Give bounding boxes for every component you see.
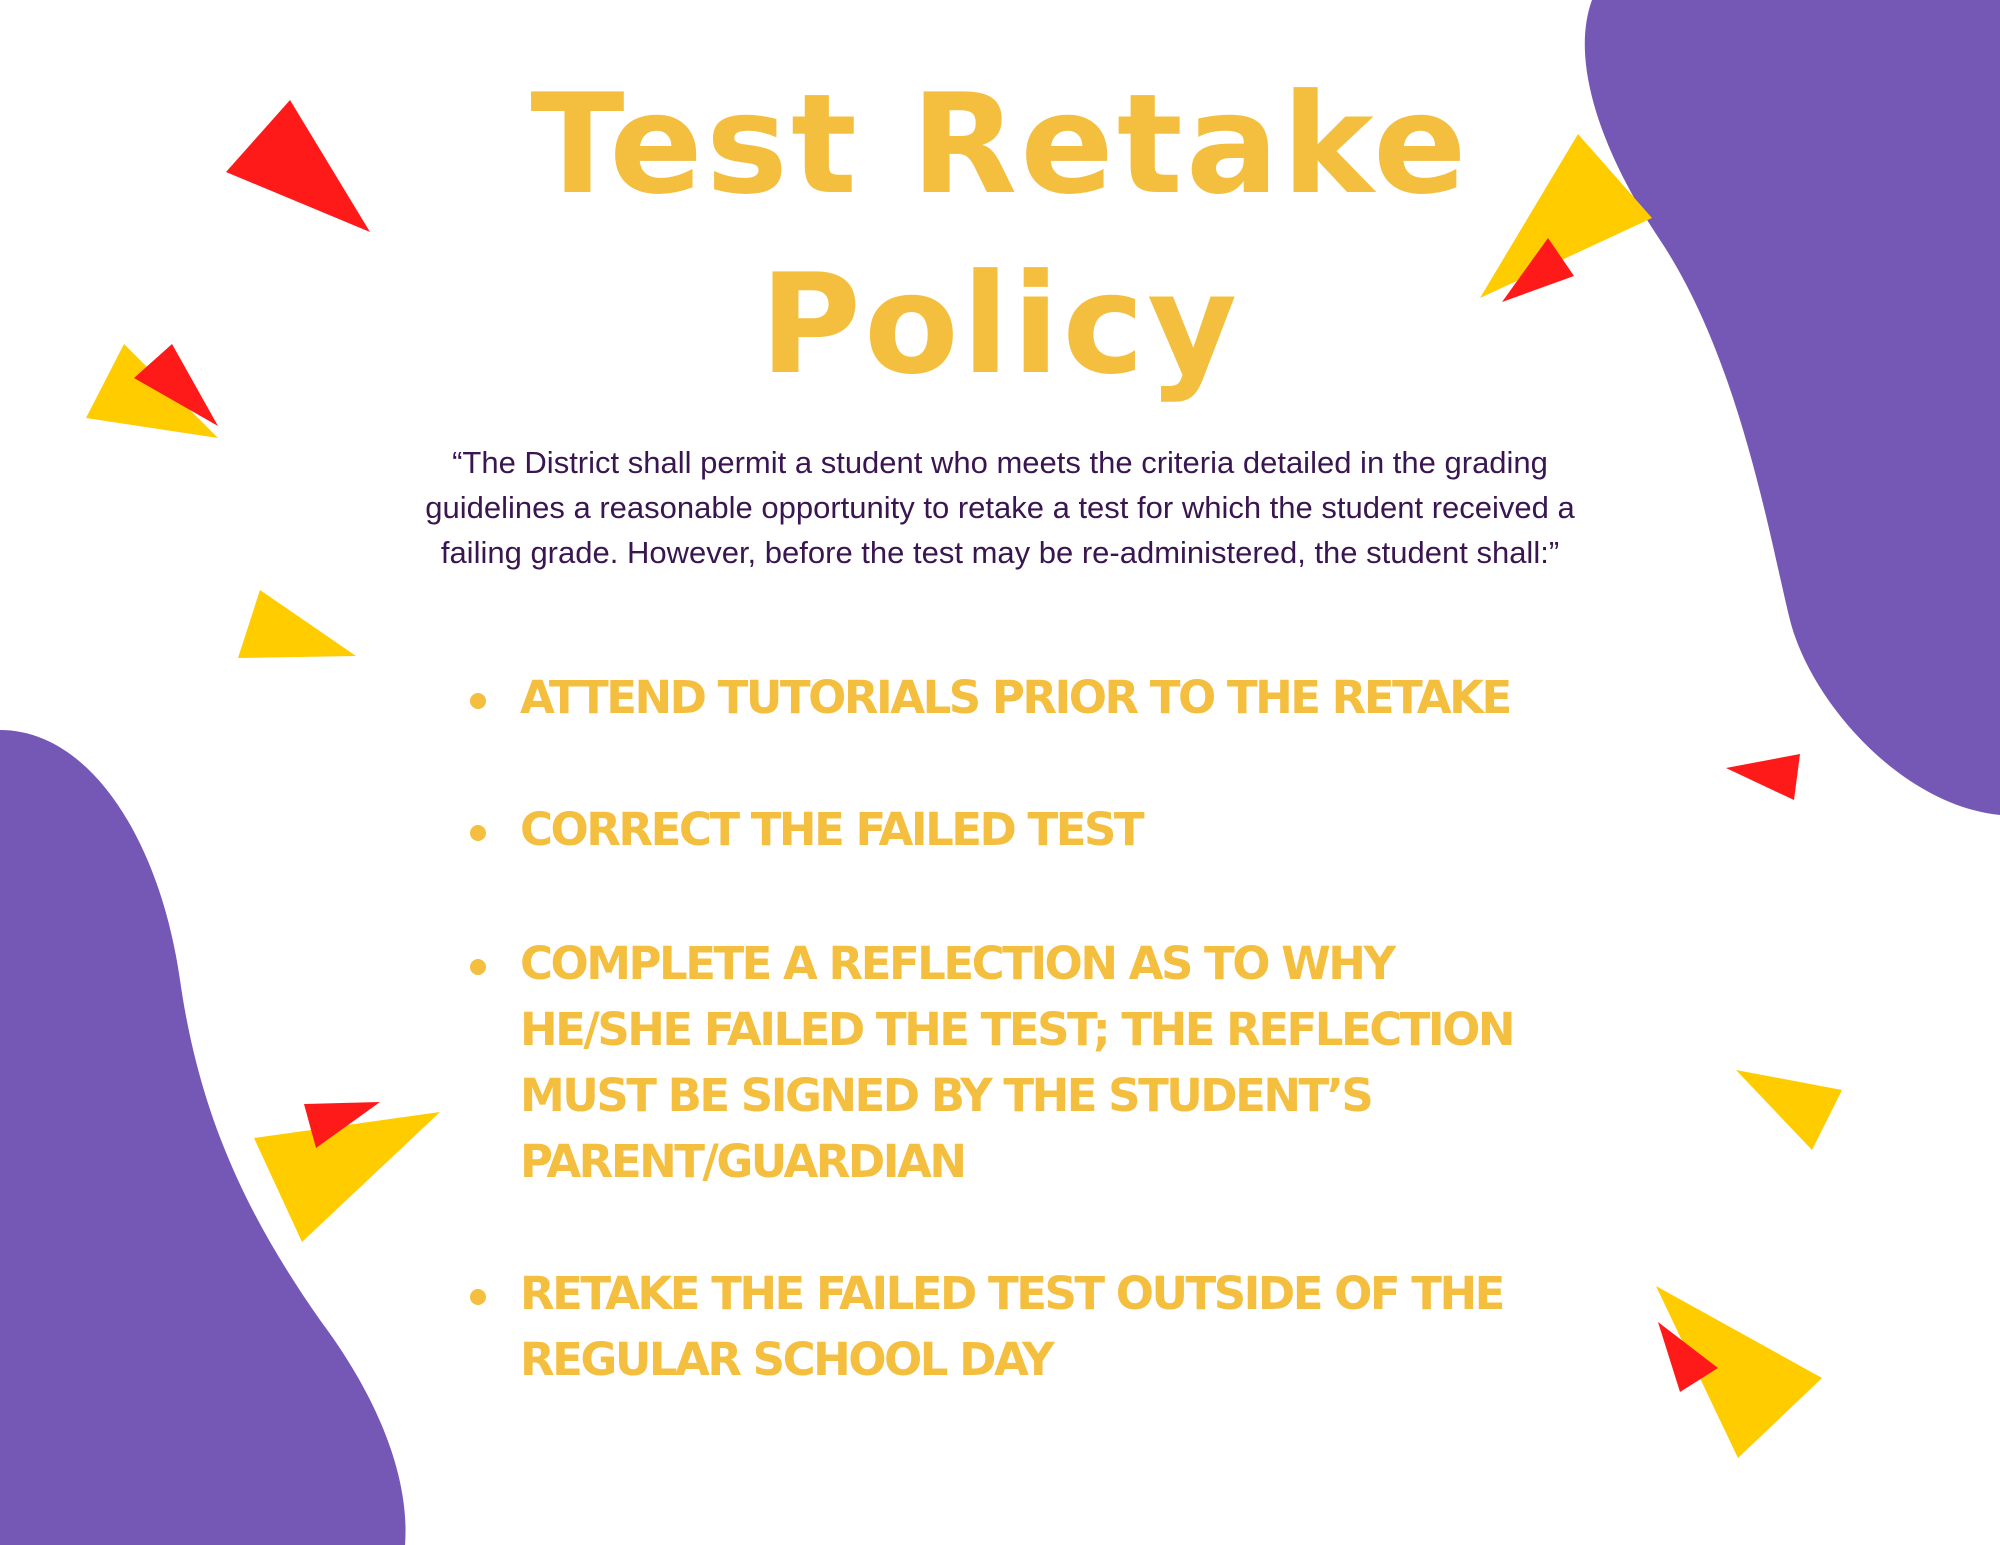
title-line-2: Policy	[759, 244, 1241, 405]
purple-blob-top-right	[1585, 0, 2000, 815]
requirement-text: CORRECT THE FAILED TEST	[520, 803, 1143, 856]
bullet-icon	[470, 825, 486, 841]
red-triangle-right-middle	[1726, 754, 1800, 800]
requirement-text: ATTEND TUTORIALS PRIOR TO THE RETAKE	[520, 671, 1510, 724]
list-item	[470, 1261, 1630, 1393]
bullet-icon	[470, 959, 486, 975]
requirements-list	[470, 665, 1630, 1393]
yellow-triangle-bottom-left	[254, 1112, 440, 1242]
policy-quote	[360, 440, 1640, 575]
bullet-icon	[470, 693, 486, 709]
list-item	[470, 931, 1630, 1195]
requirement-text: RETAKE THE FAILED TEST OUTSIDE OF THE REGULAR SCHOOL DAY	[520, 1267, 1503, 1386]
quote-line-1: “The District shall permit a student who meets the criteria detailed in the grading	[452, 445, 1548, 480]
title-line-1: Test Retake	[530, 64, 1470, 225]
yellow-triangle-right-lower	[1736, 1070, 1842, 1150]
bullet-icon	[470, 1289, 486, 1305]
page-title	[380, 55, 1620, 415]
requirement-text: COMPLETE A REFLECTION AS TO WHY HE/SHE FAILED THE TEST; THE REFLECTION MUST BE SIGNED BY THE STUDENT’S PARENT/GUARDIAN	[520, 937, 1514, 1188]
list-item	[470, 665, 1630, 731]
quote-line-3: failing grade. However, before the test may be re-administered, the student shall:”	[440, 535, 1560, 570]
red-triangle-top-left	[226, 100, 370, 232]
quote-line-2: guidelines a reasonable opportunity to retake a test for which the student received a	[425, 490, 1575, 525]
list-item	[470, 797, 1630, 863]
yellow-triangle-left-middle	[238, 590, 356, 658]
